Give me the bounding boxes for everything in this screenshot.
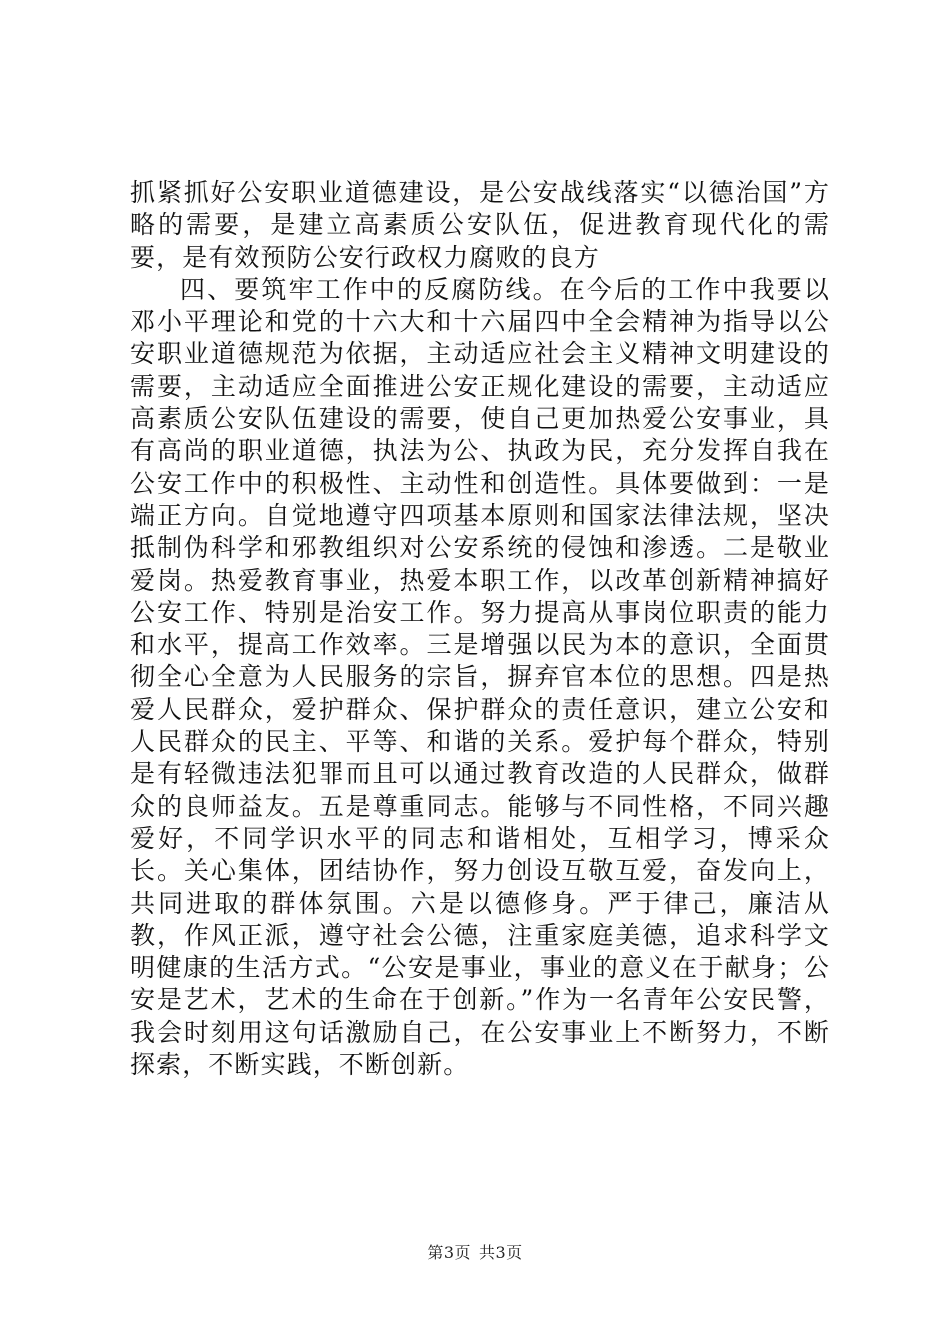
document-body xyxy=(130,177,830,1081)
page-number: 第3页 xyxy=(427,1243,471,1262)
page-footer xyxy=(0,1243,950,1263)
page-total: 共3页 xyxy=(479,1243,523,1262)
paragraph-anticorruption: 四、要筑牢工作中的反腐防线。在今后的工作中我要以邓小平理论和党的十六大和十六届四中全会精神为指导以公安职业道德规范为依据，主动适应社会主义精神文明建设的需要，主动适应全面推进公安正规化建设的需要，主动适应高素质公安队伍建设的需要，使自己更加热爱公安事业，具有高尚的职业道德，执法为公、执政为民，充分发挥自我在公安工作中的积极性、主动性和创造性。具体要做到：一是端正方向。自觉地遵守四项基本原则和国家法律法规，坚决抵制伪科学和邪教组织对公安系统的侵蚀和渗透。二是敬业爱岗。热爱教育事业，热爱本职工作，以改革创新精神搞好公安工作、特别是治安工作。努力提高从事岗位职责的能力和水平，提高工作效率。三是增强以民为本的意识，全面贯彻全心全意为人民服务的宗旨，摒弃官本位的思想。四是热爱人民群众，爱护群众、保护群众的责任意识，建立公安和人民群众的民主、平等、和谐的关系。爱护每个群众，特别是有轻微违法犯罪而且可以通过教育改造的人民群众，做群众的良师益友。五是尊重同志。能够与不同性格，不同兴趣爱好，不同学识水平的同志和谐相处，互相学习，博采众长。关心集体，团结协作，努力创设互敬互爱，奋发向上，共同进取的群体氛围。六是以德修身。严于律己，廉洁从教，作风正派，遵守社会公德，注重家庭美德，追求科学文明健康的生活方式。“公安是事业，事业的意义在于献身；公安是艺术，艺术的生命在于创新。”作为一名青年公安民警，我会时刻用这句话激励自己，在公安事业上不断努力，不断探索，不断实践，不断创新。 xyxy=(130,274,830,1080)
paragraph-continuation: 抓紧抓好公安职业道德建设，是公安战线落实“以德治国”方略的需要，是建立高素质公安队伍，促进教育现代化的需要，是有效预防公安行政权力腐败的良方 xyxy=(130,178,830,272)
